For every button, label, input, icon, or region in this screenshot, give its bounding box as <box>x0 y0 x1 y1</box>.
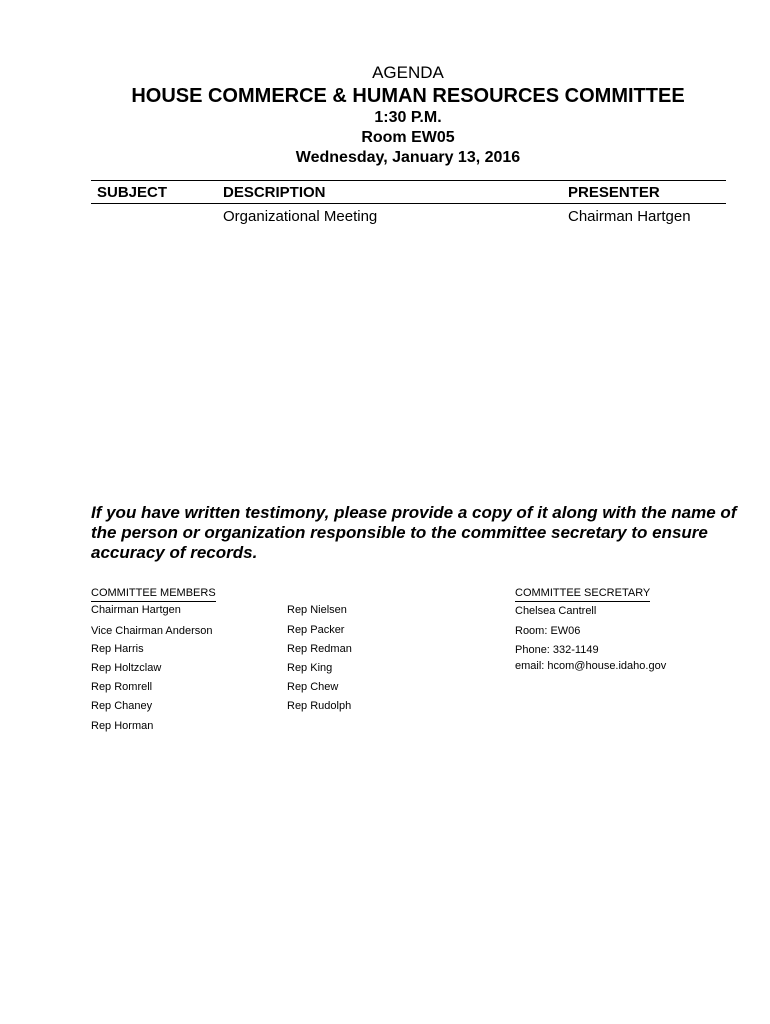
agenda-header <box>0 62 770 168</box>
member-name: Rep Packer <box>287 624 345 636</box>
member-name: Rep Chew <box>287 681 339 693</box>
table-header-rule <box>91 203 726 204</box>
member-name: Rep King <box>287 662 333 674</box>
meeting-room: Room EW05 <box>361 129 455 146</box>
agenda-row-description: Organizational Meeting <box>223 208 378 225</box>
secretary-name: Chelsea Cantrell <box>515 605 597 617</box>
member-name: Rep Harris <box>91 643 144 655</box>
member-name: Rep Nielsen <box>287 604 347 616</box>
member-name: Rep Holtzclaw <box>91 662 162 674</box>
member-name: Rep Rudolph <box>287 700 352 712</box>
committee-secretary-label: COMMITTEE SECRETARY <box>515 587 650 602</box>
agenda-row-presenter: Chairman Hartgen <box>568 208 691 225</box>
testimony-notice: If you have written testimony, please provide a copy of it along with the name of the person or organization responsible to the committee secretary to ensure accuracy of records. <box>91 503 737 562</box>
member-name: Rep Horman <box>91 720 154 732</box>
secretary-email: email: hcom@house.idaho.gov <box>515 660 667 672</box>
committee-members-label: COMMITTEE MEMBERS <box>91 587 216 602</box>
agenda-label: AGENDA <box>372 63 444 82</box>
secretary-room: Room: EW06 <box>515 625 581 637</box>
meeting-date: Wednesday, January 13, 2016 <box>295 149 521 166</box>
member-name: Chairman Hartgen <box>91 604 181 616</box>
member-name: Vice Chairman Anderson <box>91 625 213 637</box>
committee-title: HOUSE COMMERCE & HUMAN RESOURCES COMMITTEE <box>131 85 685 107</box>
meeting-time: 1:30 P.M. <box>374 109 442 126</box>
secretary-phone: Phone: 332-1149 <box>515 644 599 656</box>
column-header-description: DESCRIPTION <box>223 184 326 201</box>
column-header-subject: SUBJECT <box>97 184 168 201</box>
member-name: Rep Romrell <box>91 681 153 693</box>
column-header-presenter: PRESENTER <box>568 184 660 201</box>
member-name: Rep Chaney <box>91 700 153 712</box>
table-top-rule <box>91 180 726 181</box>
member-name: Rep Redman <box>287 643 352 655</box>
